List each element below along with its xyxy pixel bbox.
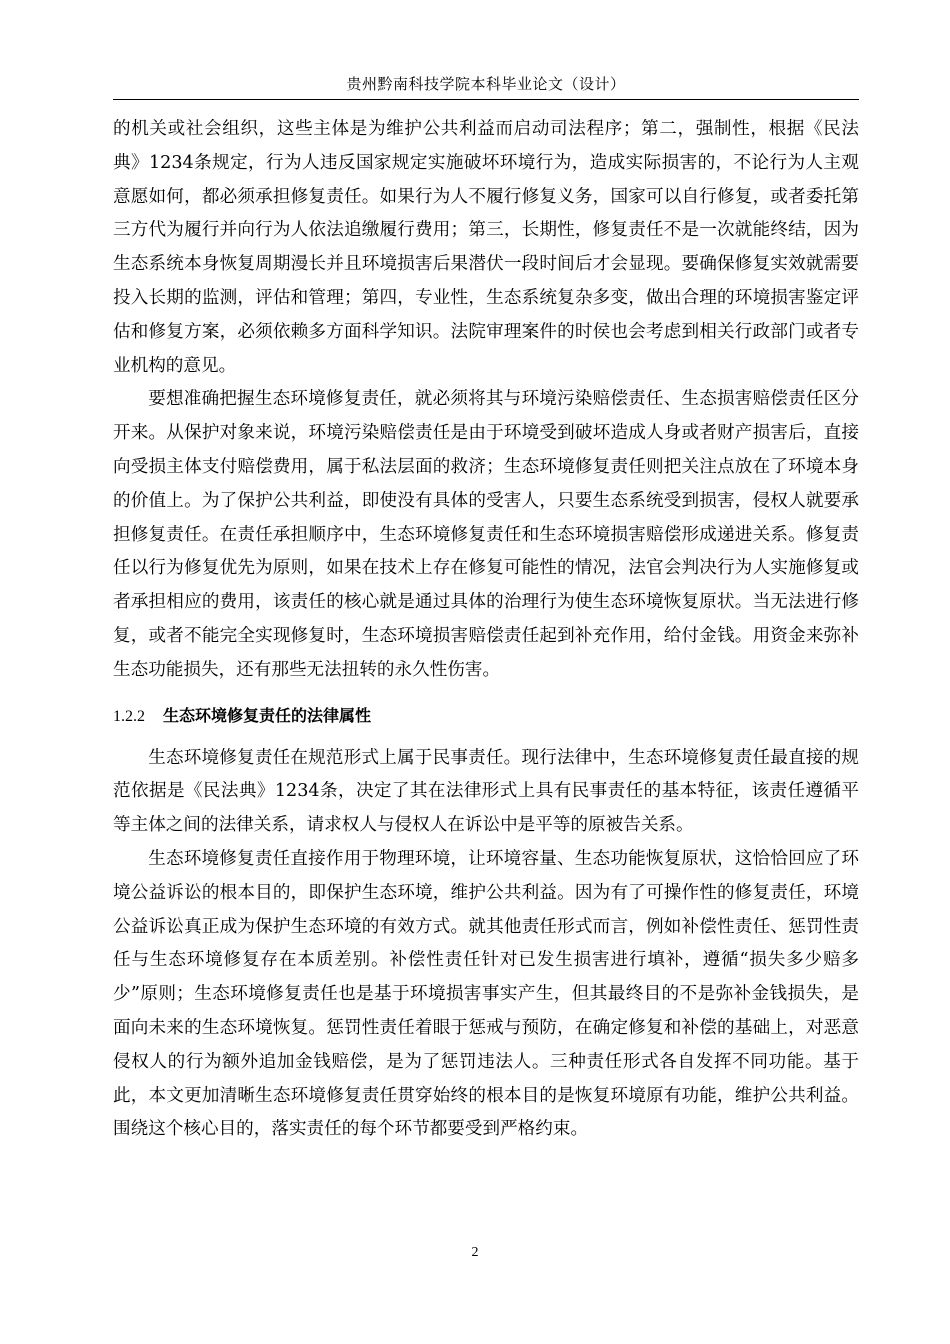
paragraph-continued: 的机关或社会组织，这些主体是为维护公共利益而启动司法程序；第二，强制性，根据《民法典》1234条规定，行为人违反国家规定实施破坏环境行为，造成实际损害的，不论行为人主观意愿如何，都必须承担修复责任。如果行为人不履行修复义务，国家可以自行修复，或者委托第三方代为履行并向行为人依法追缴履行费用；第三，长期性，修复责任不是一次就能终结，因为生态系统本身恢复周期漫长并且环境损害后果潜伏一段时间后才会显现。要确保修复实效就需要投入长期的监测，评估和管理；第四，专业性，生态系统复杂多变，做出合理的环境损害鉴定评估和修复方案，必须依赖多方面科学知识。法院审理案件的时侯也会考虑到相关行政部门或者专业机构的意见。	[113, 119, 859, 376]
header-rule	[113, 99, 859, 100]
paragraph-public-interest: 生态环境修复责任直接作用于物理环境，让环境容量、生态功能恢复原状，这恰恰回应了环境公益诉讼的根本目的，即保护生态环境，维护公共利益。因为有了可操作性的修复责任，环境公益诉讼真正成为保护生态环境的有效方式。就其他责任形式而言，例如补偿性责任、惩罚性责任与生态环境修复存在本质差别。补偿性责任针对已发生损害进行填补，遵循“损失多少赔多少”原则；生态环境修复责任也是基于环境损害事实产生，但其最终目的不是弥补金钱损失，是面向未来的生态环境恢复。惩罚性责任着眼于惩戒与预防，在确定修复和补偿的基础上，对恶意侵权人的行为额外追加金钱赔偿，是为了惩罚违法人。三种责任形式各自发挥不同功能。基于此，本文更加清晰生态环境修复责任贯穿始终的根本目的是恢复环境原有功能，维护公共利益。围绕这个核心目的，落实责任的每个环节都要受到严格约束。	[113, 848, 859, 1140]
section-title: 生态环境修复责任的法律属性	[163, 705, 372, 725]
paragraph-civil-liability: 生态环境修复责任在规范形式上属于民事责任。现行法律中，生态环境修复责任最直接的规范依据是《民法典》1234条，决定了其在法律形式上具有民事责任的基本特征，该责任遵循平等主体之间的法律关系，请求权人与侵权人在诉讼中是平等的原被告关系。	[113, 747, 859, 836]
page-header: 贵州黔南科技学院本科毕业论文（设计）	[346, 75, 626, 93]
page-number: 2	[471, 1245, 479, 1260]
section-number: 1.2.2	[113, 707, 145, 725]
paragraph-distinction: 要想准确把握生态环境修复责任，就必须将其与环境污染赔偿责任、生态损害赔偿责任区分开来。从保护对象来说，环境污染赔偿责任是由于环境受到破坏造成人身或者财产损害后，直接向受损主体支付赔偿费用，属于私法层面的救济；生态环境修复责任则把关注点放在了环境本身的价值上。为了保护公共利益，即使没有具体的受害人，只要生态系统受到损害，侵权人就要承担修复责任。在责任承担顺序中，生态环境修复责任和生态环境损害赔偿形成递进关系。修复责任以行为修复优先为原则，如果在技术上存在修复可能性的情况，法官会判决行为人实施修复或者承担相应的费用，该责任的核心就是通过具体的治理行为使生态环境恢复原状。当无法进行修复，或者不能完全实现修复时，生态环境损害赔偿责任起到补充作用，给付金钱。用资金来弥补生态功能损失，还有那些无法扭转的永久性伤害。	[113, 389, 859, 680]
page-body	[113, 113, 859, 1147]
section-heading	[113, 704, 859, 729]
